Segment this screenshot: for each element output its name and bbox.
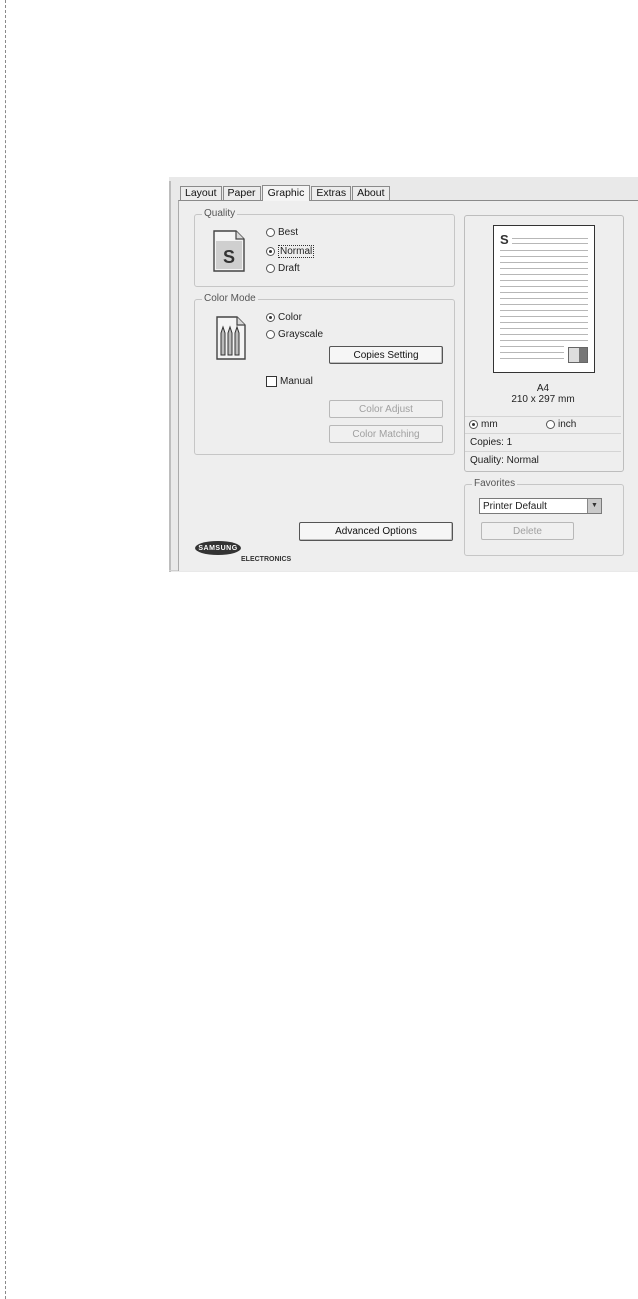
quality-document-icon bbox=[212, 229, 246, 273]
chevron-down-icon[interactable]: ▼ bbox=[587, 499, 601, 513]
favorites-group bbox=[464, 478, 624, 556]
quality-normal-label: Normal bbox=[280, 246, 313, 257]
manual-checkbox[interactable] bbox=[266, 376, 313, 387]
unit-mm-radio[interactable] bbox=[469, 419, 498, 430]
radio-circle-selected bbox=[266, 247, 275, 256]
checkbox-box bbox=[266, 376, 277, 387]
unit-mm-label: mm bbox=[481, 419, 498, 430]
page-preview bbox=[493, 225, 595, 373]
quality-best-label: Best bbox=[278, 227, 299, 238]
tab-graphic[interactable]: Graphic bbox=[262, 185, 311, 201]
copies-info: Copies: 1 bbox=[465, 433, 621, 452]
grayscale-radio[interactable] bbox=[266, 329, 323, 340]
quality-info: Quality: Normal bbox=[465, 451, 621, 470]
tab-extras[interactable]: Extras bbox=[311, 186, 351, 200]
layout-icon bbox=[568, 347, 588, 363]
color-mode-group-title: Color Mode bbox=[204, 293, 256, 304]
delete-favorite-button[interactable]: Delete bbox=[481, 522, 574, 540]
radio-circle bbox=[266, 264, 275, 273]
paper-size-info bbox=[465, 383, 621, 405]
advanced-options-button[interactable]: Advanced Options bbox=[299, 522, 453, 541]
radio-circle-selected bbox=[469, 420, 478, 429]
page-margin-guide bbox=[5, 0, 6, 1299]
tab-strip bbox=[180, 185, 391, 200]
color-matching-button[interactable]: Color Matching bbox=[329, 425, 443, 443]
quality-normal-radio[interactable] bbox=[266, 245, 314, 258]
favorites-selected-value: Printer Default bbox=[483, 501, 547, 512]
color-label: Color bbox=[278, 312, 302, 323]
tab-layout[interactable]: Layout bbox=[180, 186, 222, 200]
copies-setting-button[interactable]: Copies Setting bbox=[329, 346, 443, 364]
quality-group-title: Quality bbox=[204, 208, 236, 219]
unit-inch-label: inch bbox=[558, 419, 577, 430]
color-radio[interactable] bbox=[266, 312, 302, 323]
samsung-logo bbox=[195, 541, 291, 564]
quality-draft-label: Draft bbox=[278, 263, 300, 274]
quality-best-radio[interactable] bbox=[266, 227, 298, 238]
dialog-left-edge bbox=[169, 181, 171, 572]
paper-name: A4 bbox=[536, 383, 550, 394]
color-adjust-button[interactable]: Color Adjust bbox=[329, 400, 443, 418]
manual-label: Manual bbox=[280, 376, 313, 387]
radio-circle bbox=[266, 330, 275, 339]
samsung-logo-subtitle: ELECTRONICS bbox=[241, 556, 292, 563]
tab-paper[interactable]: Paper bbox=[223, 186, 261, 200]
radio-circle-selected bbox=[266, 313, 275, 322]
paper-dimensions: 210 x 297 mm bbox=[511, 394, 575, 405]
tab-about[interactable]: About bbox=[352, 186, 389, 200]
quality-icon-letter: S bbox=[222, 247, 236, 267]
favorites-select[interactable] bbox=[479, 498, 602, 514]
quality-draft-radio[interactable] bbox=[266, 263, 300, 274]
favorites-group-title: Favorites bbox=[474, 478, 516, 489]
page-preview-letter: S bbox=[500, 232, 509, 247]
samsung-logo-mark: SAMSUNG bbox=[195, 541, 241, 555]
radio-circle bbox=[546, 420, 555, 429]
color-pencils-icon bbox=[215, 315, 247, 361]
grayscale-label: Grayscale bbox=[278, 329, 324, 340]
radio-circle bbox=[266, 228, 275, 237]
unit-inch-radio[interactable] bbox=[546, 419, 576, 430]
